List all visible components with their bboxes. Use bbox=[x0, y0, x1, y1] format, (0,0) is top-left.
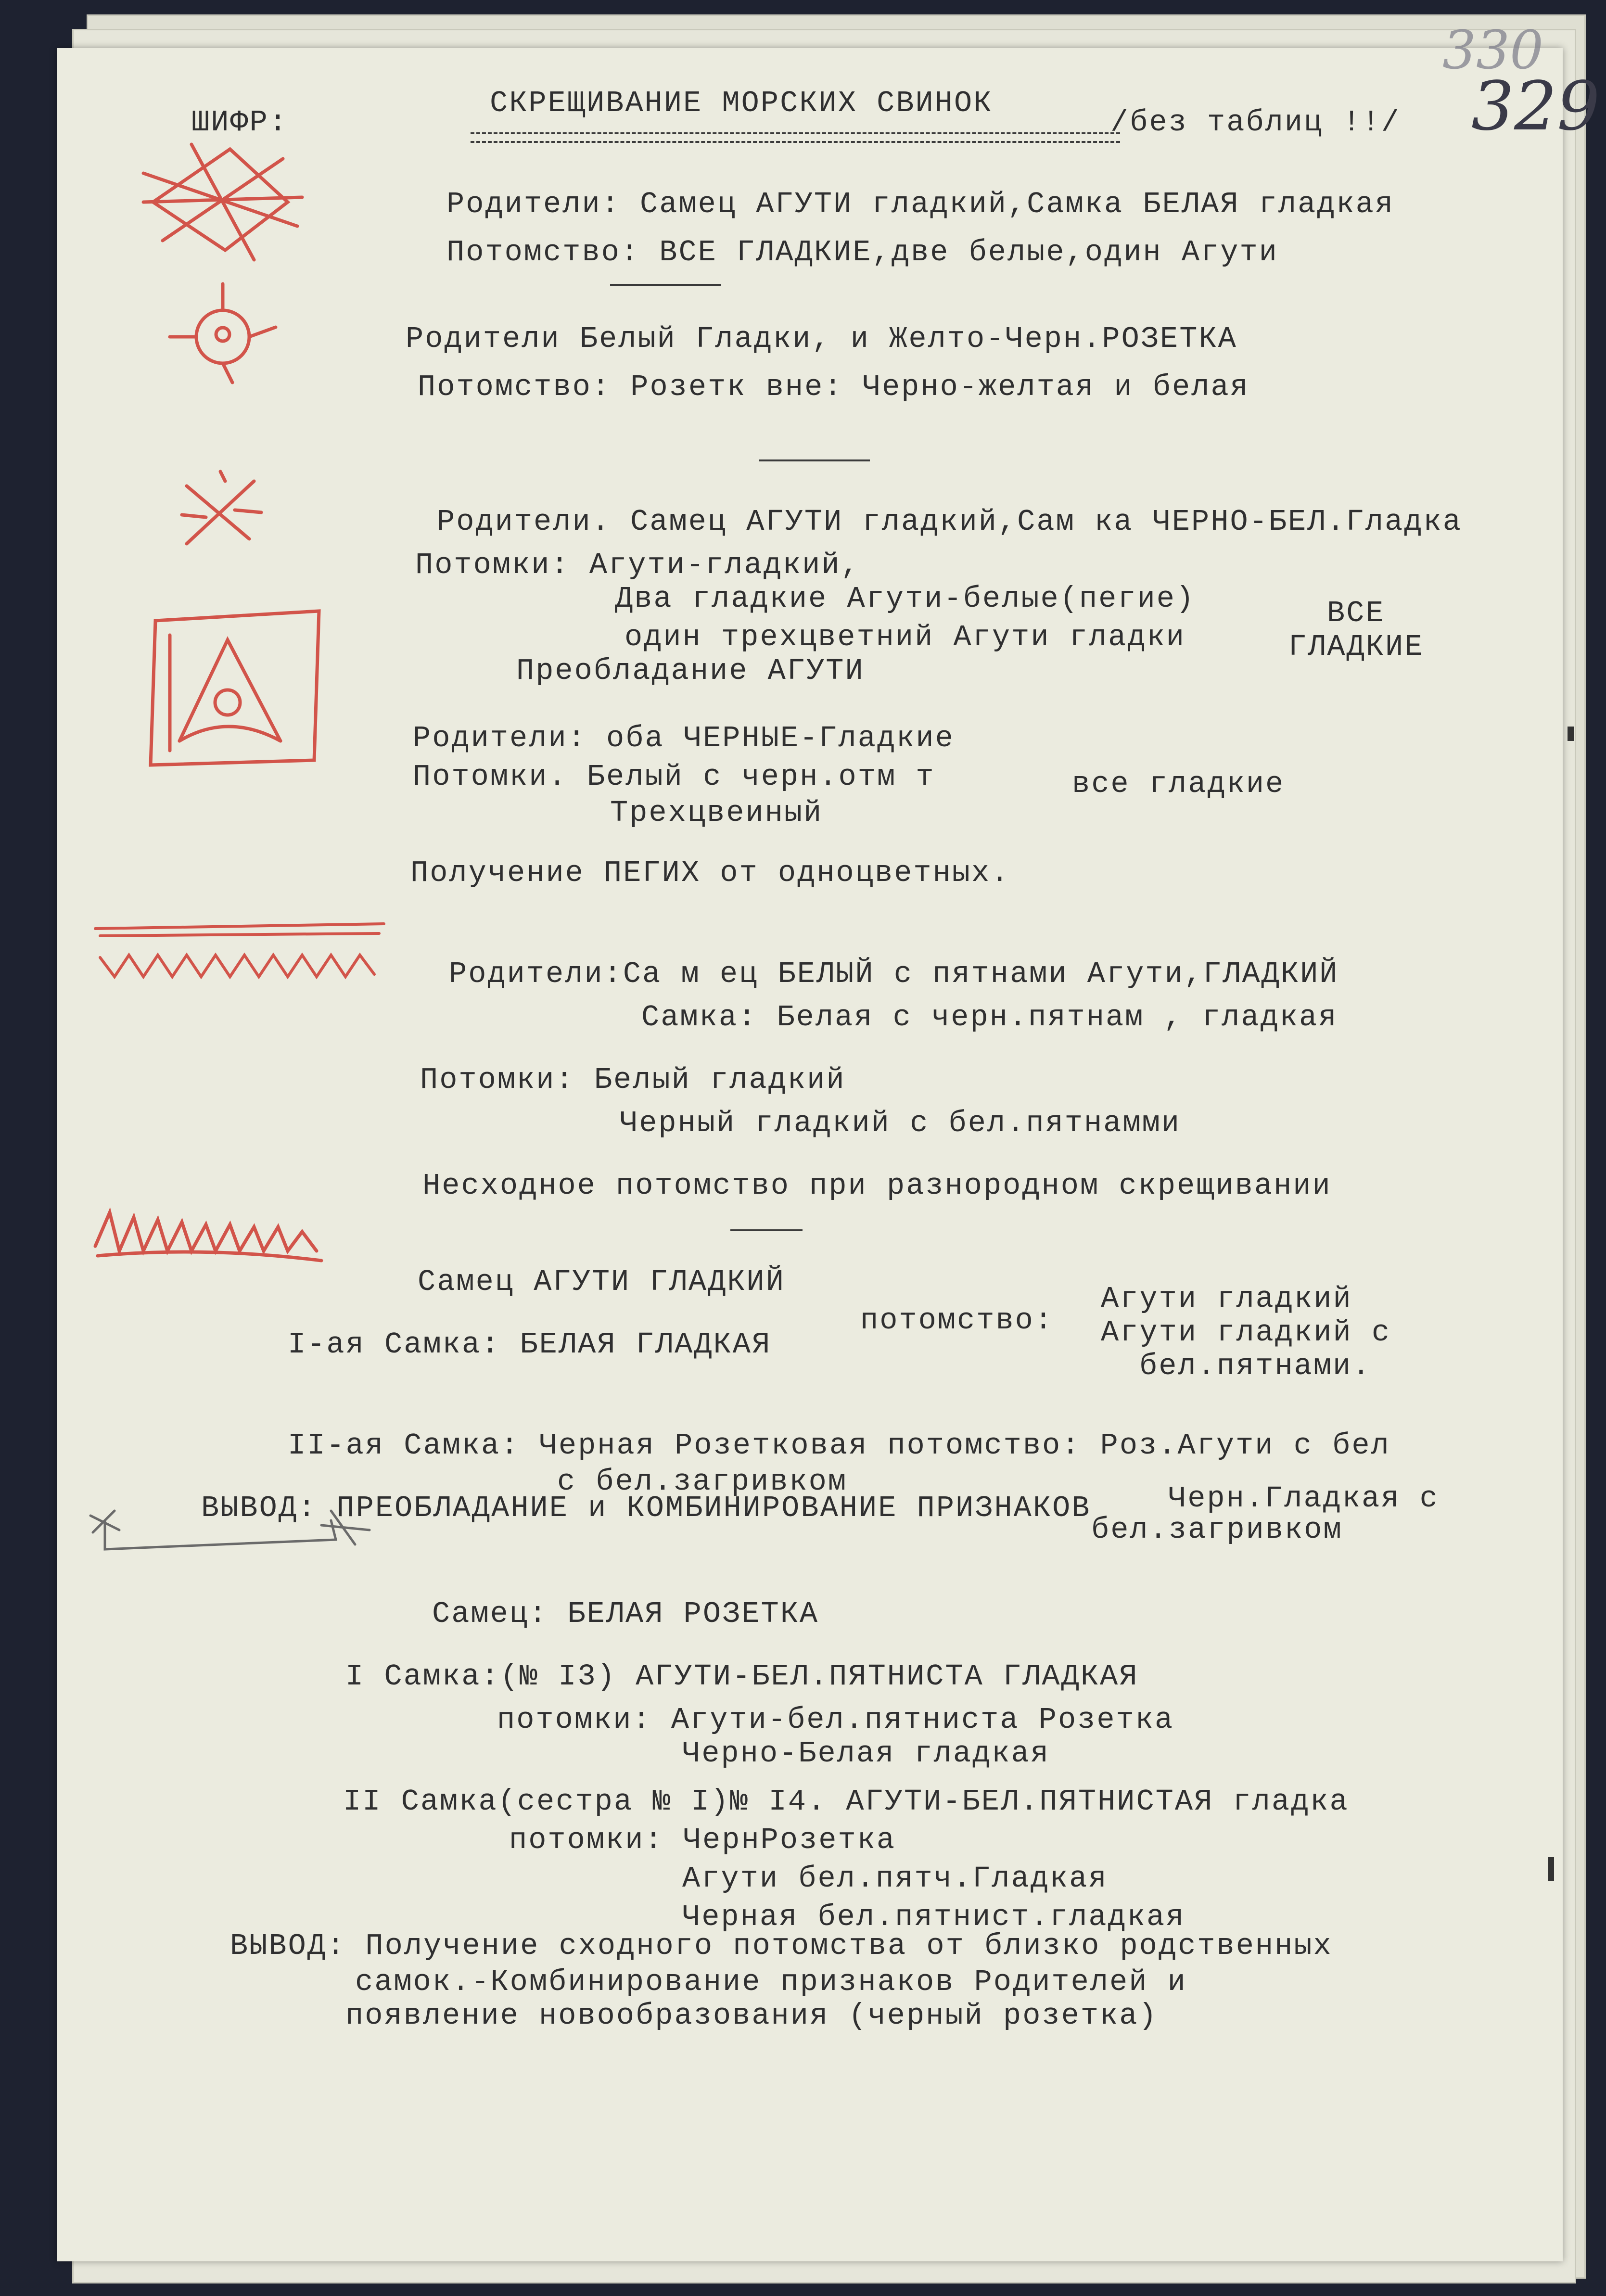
text-line: Потомство: Розетк вне: Черно-желтая и белая bbox=[418, 370, 1249, 404]
section-heading: Получение ПЕГИХ от одноцветных. bbox=[410, 856, 1010, 890]
text-line: бел.пятнами. bbox=[1139, 1349, 1372, 1383]
gray-arrow-icon bbox=[86, 1492, 384, 1569]
text-line: Трехцвеиный bbox=[610, 796, 823, 830]
red-cross-diamond-icon bbox=[134, 130, 307, 265]
margin-mark bbox=[1548, 1857, 1554, 1881]
text-line: Самец: БЕЛАЯ РОЗЕТКА bbox=[432, 1597, 819, 1631]
text-line: Потомство: ВСЕ ГЛАДКИЕ,две белые,один Агути bbox=[446, 235, 1278, 269]
text-line: потомство: bbox=[860, 1303, 1054, 1338]
page-title: СКРЕЩИВАНИЕ МОРСКИХ СВИНОК bbox=[490, 86, 993, 120]
text-line: бел.загривком bbox=[1091, 1513, 1343, 1547]
text-line: Родители: Самец АГУТИ гладкий,Самка БЕЛАЯ гладкая bbox=[446, 187, 1395, 221]
aside-text: все гладкие bbox=[1072, 767, 1285, 801]
text-line: Два гладкие Агути-белые(пегие) bbox=[615, 582, 1196, 616]
text-line: I-ая Самка: БЕЛАЯ ГЛАДКАЯ bbox=[288, 1327, 772, 1362]
text-line: потомки: Агути-бел.пятниста Розетка bbox=[497, 1703, 1174, 1737]
text-line: ВЫВОД: ПРЕОБЛАДАНИЕ и КОМБИНИРОВАНИЕ ПРИЗНАКОВ bbox=[201, 1491, 1091, 1525]
text-line: Черная бел.пятнист.гладкая bbox=[682, 1900, 1185, 1934]
divider bbox=[730, 1229, 803, 1231]
text-line: Преобладание АГУТИ bbox=[516, 654, 865, 688]
cipher-label: ШИФР: bbox=[191, 105, 289, 140]
text-line: ВЫВОД: Получение сходного потомства от близко родственных bbox=[230, 1929, 1333, 1963]
divider bbox=[759, 459, 870, 461]
text-line: Черн.Гладкая с bbox=[1168, 1481, 1439, 1516]
archive-number-old: 330 bbox=[1442, 19, 1543, 81]
text-line: II Самка(сестра № I)№ I4. АГУТИ-БЕЛ.ПЯТНИСТАЯ гладка bbox=[343, 1785, 1349, 1819]
text-line: Родители:Са м ец БЕЛЫЙ с пятнами Агути,ГЛАДКИЙ bbox=[449, 957, 1339, 991]
text-line: Родители Белый Гладки, и Желто-Черн.РОЗЕТКА bbox=[406, 322, 1237, 356]
red-star-icon bbox=[167, 462, 273, 558]
text-line: один трехцветний Агути гладки bbox=[625, 620, 1185, 654]
text-line: Родители. Самец АГУТИ гладкий,Сам ка ЧЕРНО-БЕЛ.Гладка bbox=[437, 505, 1462, 539]
text-line: Агути гладкий bbox=[1101, 1282, 1352, 1316]
red-boxed-eye-icon bbox=[136, 597, 338, 779]
text-line: Потомки: Белый гладкий bbox=[420, 1063, 846, 1097]
text-line: Самец АГУТИ ГЛАДКИЙ bbox=[418, 1265, 785, 1299]
text-line: I Самка:(№ I3) АГУТИ-БЕЛ.ПЯТНИСТА ГЛАДКАЯ bbox=[345, 1659, 1139, 1694]
section-heading: Несходное потомство при разнородном скрещивании bbox=[422, 1169, 1332, 1203]
text-line: Черно-Белая гладкая bbox=[682, 1736, 1050, 1771]
text-line: Черный гладкий с бел.пятнамми bbox=[620, 1106, 1181, 1140]
text-line: самок.-Комбинирование признаков Родителей и bbox=[355, 1965, 1187, 1999]
margin-mark bbox=[1568, 727, 1574, 741]
text-line: Агути бел.пятч.Гладкая bbox=[682, 1862, 1108, 1896]
red-scribble-icon bbox=[86, 1188, 336, 1275]
archive-number: 329 bbox=[1471, 67, 1600, 146]
text-line: появление новообразования (черный розетка) bbox=[345, 1999, 1158, 2033]
text-line: Потомки: Агути-гладкий, bbox=[415, 548, 860, 582]
text-line: II-ая Самка: Черная Розетковая потомство: Роз.Агути с бел bbox=[288, 1429, 1390, 1463]
document-page bbox=[57, 19, 1600, 2261]
text-line: Самка: Белая с черн.пятнам , гладкая bbox=[641, 1000, 1338, 1034]
text-line: Родители: оба ЧЕРНЫЕ-Гладкие bbox=[413, 721, 955, 755]
title-underline bbox=[471, 132, 1120, 143]
divider bbox=[610, 284, 721, 286]
title-note: /без таблиц !!/ bbox=[1110, 105, 1401, 140]
text-line: потомки: ЧернРозетка bbox=[509, 1823, 896, 1857]
aside-text: ГЛАДКИЕ bbox=[1288, 630, 1424, 664]
aside-text: ВСЕ bbox=[1327, 596, 1385, 630]
text-line: Агути гладкий с bbox=[1101, 1315, 1391, 1350]
text-line: с бел.загривком bbox=[557, 1465, 848, 1499]
red-target-icon bbox=[165, 279, 280, 385]
text-line: Потомки. Белый с черн.отм т bbox=[413, 760, 935, 794]
red-zigzag-icon bbox=[86, 914, 394, 991]
